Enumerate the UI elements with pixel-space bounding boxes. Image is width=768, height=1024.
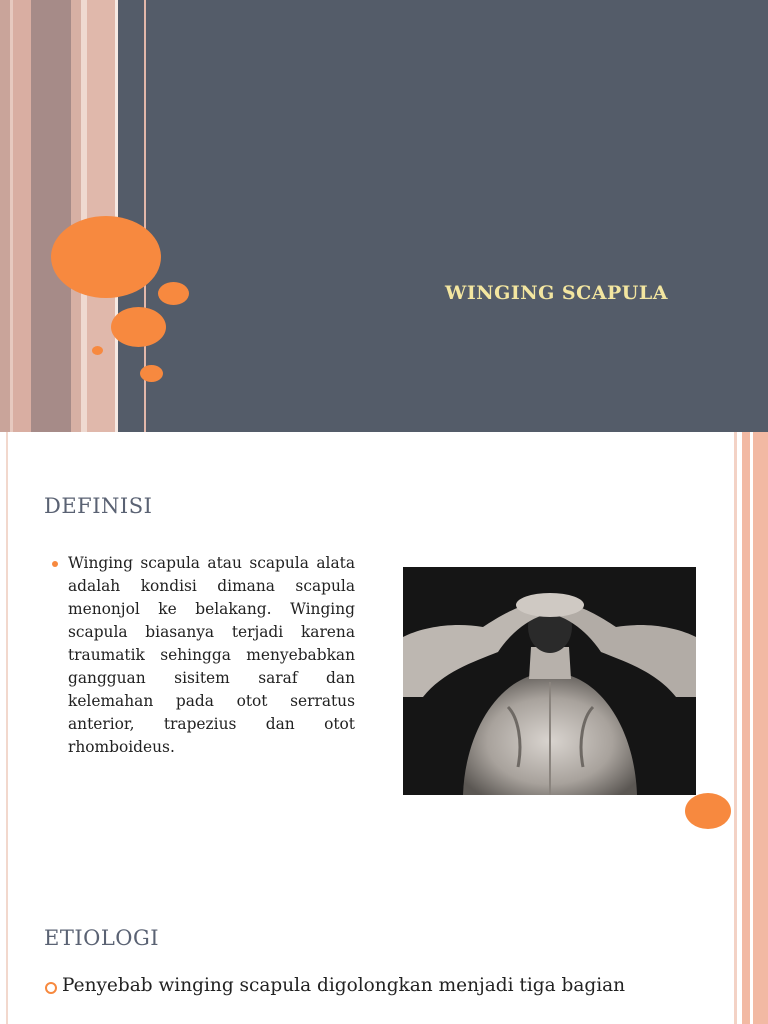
decor-stripe bbox=[0, 0, 10, 432]
decor-stripe bbox=[753, 866, 768, 1024]
section-heading: DEFINISI bbox=[44, 494, 153, 518]
title-slide bbox=[0, 0, 768, 432]
decor-stripe bbox=[742, 866, 750, 1024]
definition-text: Winging scapula atau scapula alata adalah kondisi dimana scapula menonjol ke belakang. Winging scapula biasanya terjadi karena traumatik sehingga menyebabkan gangguan sisitem saraf dan kelemahan pada otot serratus anterior, trapezius dan otot rhomboideus. bbox=[68, 554, 355, 756]
decor-circle bbox=[140, 365, 163, 382]
decor-stripe bbox=[71, 0, 81, 432]
slide-title: WINGING SCAPULA bbox=[445, 282, 668, 304]
decor-stripe bbox=[753, 432, 768, 866]
definisi-slide bbox=[0, 432, 768, 866]
decor-circle bbox=[158, 282, 189, 305]
decor-stripe bbox=[118, 0, 144, 432]
back-illustration bbox=[403, 567, 696, 795]
decor-stripe bbox=[6, 432, 8, 866]
decor-circle bbox=[111, 307, 166, 347]
decor-stripe bbox=[31, 0, 71, 432]
decor-circle bbox=[685, 793, 731, 829]
decor-circle bbox=[51, 216, 161, 298]
decor-stripe bbox=[742, 432, 750, 866]
decor-circle bbox=[92, 346, 103, 355]
etiologi-slide bbox=[0, 866, 768, 1024]
etiologi-text: Penyebab winging scapula digolongkan menjadi tiga bagian bbox=[62, 975, 626, 996]
decor-stripe bbox=[13, 0, 31, 432]
ring-bullet-icon bbox=[45, 982, 57, 994]
bullet-icon bbox=[52, 561, 58, 567]
decor-stripe bbox=[6, 866, 8, 1024]
section-heading: ETIOLOGI bbox=[44, 926, 160, 950]
decor-stripe bbox=[734, 866, 737, 1024]
winging-scapula-photo bbox=[403, 567, 696, 795]
